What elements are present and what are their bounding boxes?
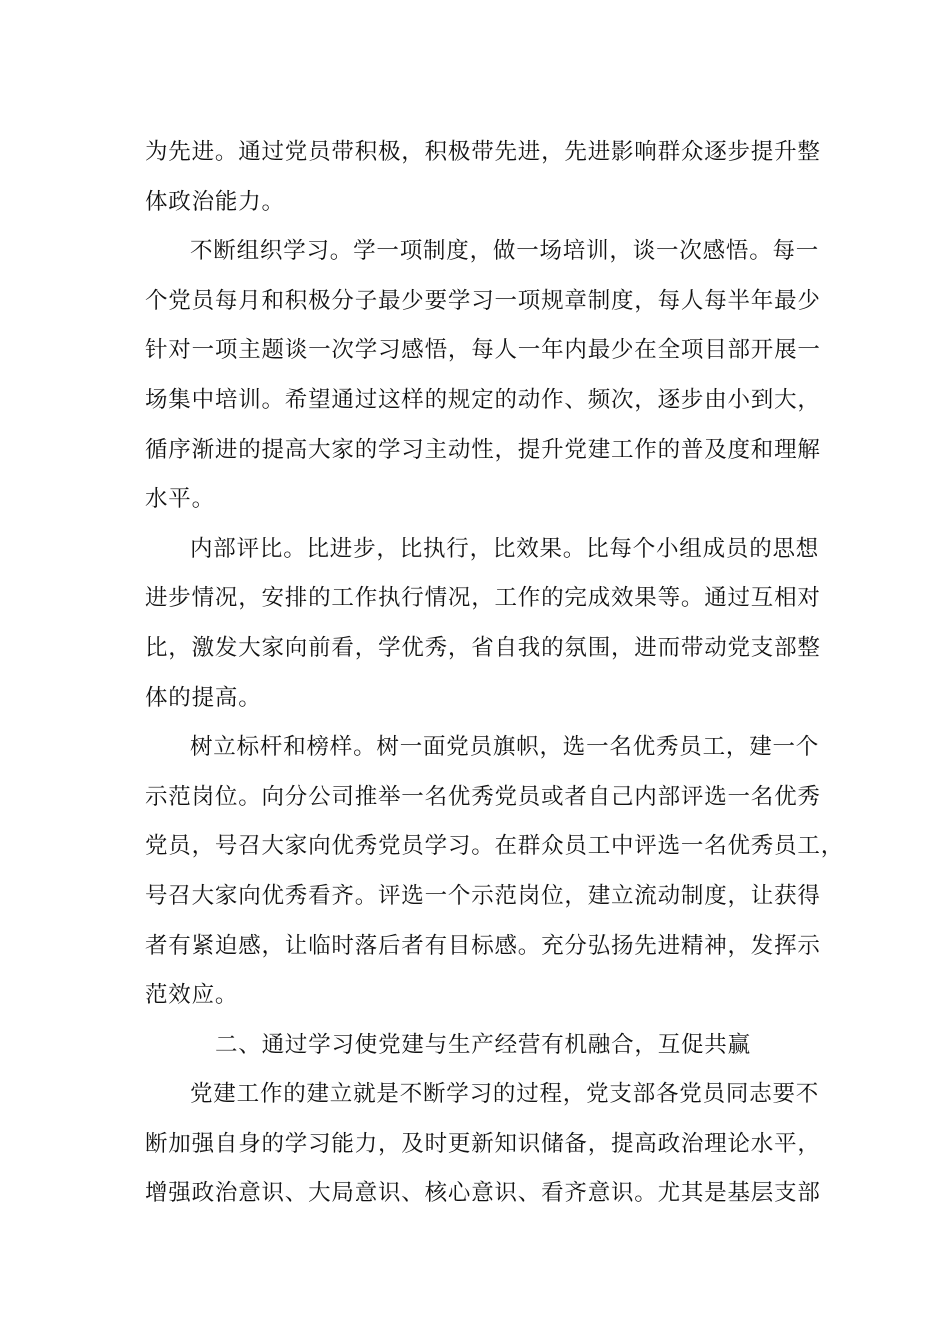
text-line-12: 体的提高。 [145, 684, 262, 711]
paragraph-start-internal-review: 内部评比。比进步，比执行，比效果。比每个小组成员的思想 [190, 535, 820, 562]
text-line-1: 为先进。通过党员带积极，积极带先进，先进影响群众逐步提升整 [145, 139, 821, 165]
paragraph-start-study: 不断组织学习。学一项制度，做一场培训，谈一次感悟。每一 [190, 238, 820, 265]
text-line-2: 体政治能力。 [145, 188, 285, 215]
text-line-11: 比，激发大家向前看，学优秀，省自我的氛围，进而带动党支部整 [145, 634, 821, 661]
text-line-10: 进步情况，安排的工作执行情况，工作的完成效果等。通过互相对 [145, 585, 821, 612]
text-line-14: 示范岗位。向分公司推举一名优秀党员或者自己内部评选一名优秀 [145, 783, 821, 810]
text-line-21: 断加强自身的学习能力，及时更新知识储备，提高政治理论水平， [145, 1130, 821, 1157]
text-line-8: 水平。 [145, 486, 215, 513]
section-heading: 二、通过学习使党建与生产经营有机融合，互促共赢 [215, 1031, 751, 1058]
text-line-16: 号召大家向优秀看齐。评选一个示范岗位，建立流动制度，让获得 [145, 882, 821, 909]
text-line-18: 范效应。 [145, 982, 239, 1009]
text-line-7: 循序渐进的提高大家的学习主动性，提升党建工作的普及度和理解 [145, 436, 821, 463]
paragraph-start-party-building: 党建工作的建立就是不断学习的过程，党支部各党员同志要不 [190, 1081, 820, 1108]
text-line-5: 针对一项主题谈一次学习感悟，每人一年内最少在全项目部开展一 [145, 337, 821, 364]
text-line-4: 个党员每月和积极分子最少要学习一项规章制度，每人每半年最少 [145, 287, 821, 314]
paragraph-start-role-models: 树立标杆和榜样。树一面党员旗帜，选一名优秀员工，建一个 [190, 734, 820, 761]
text-line-17: 者有紧迫感，让临时落后者有目标感。充分弘扬先进精神，发挥示 [145, 932, 821, 959]
text-line-22: 增强政治意识、大局意识、核心意识、看齐意识。尤其是基层支部 [145, 1180, 821, 1207]
text-line-15: 党员，号召大家向优秀党员学习。在群众员工中评选一名优秀员工， [145, 833, 845, 860]
document-page [145, 128, 845, 1219]
text-line-6: 场集中培训。希望通过这样的规定的动作、频次，逐步由小到大， [145, 386, 821, 413]
